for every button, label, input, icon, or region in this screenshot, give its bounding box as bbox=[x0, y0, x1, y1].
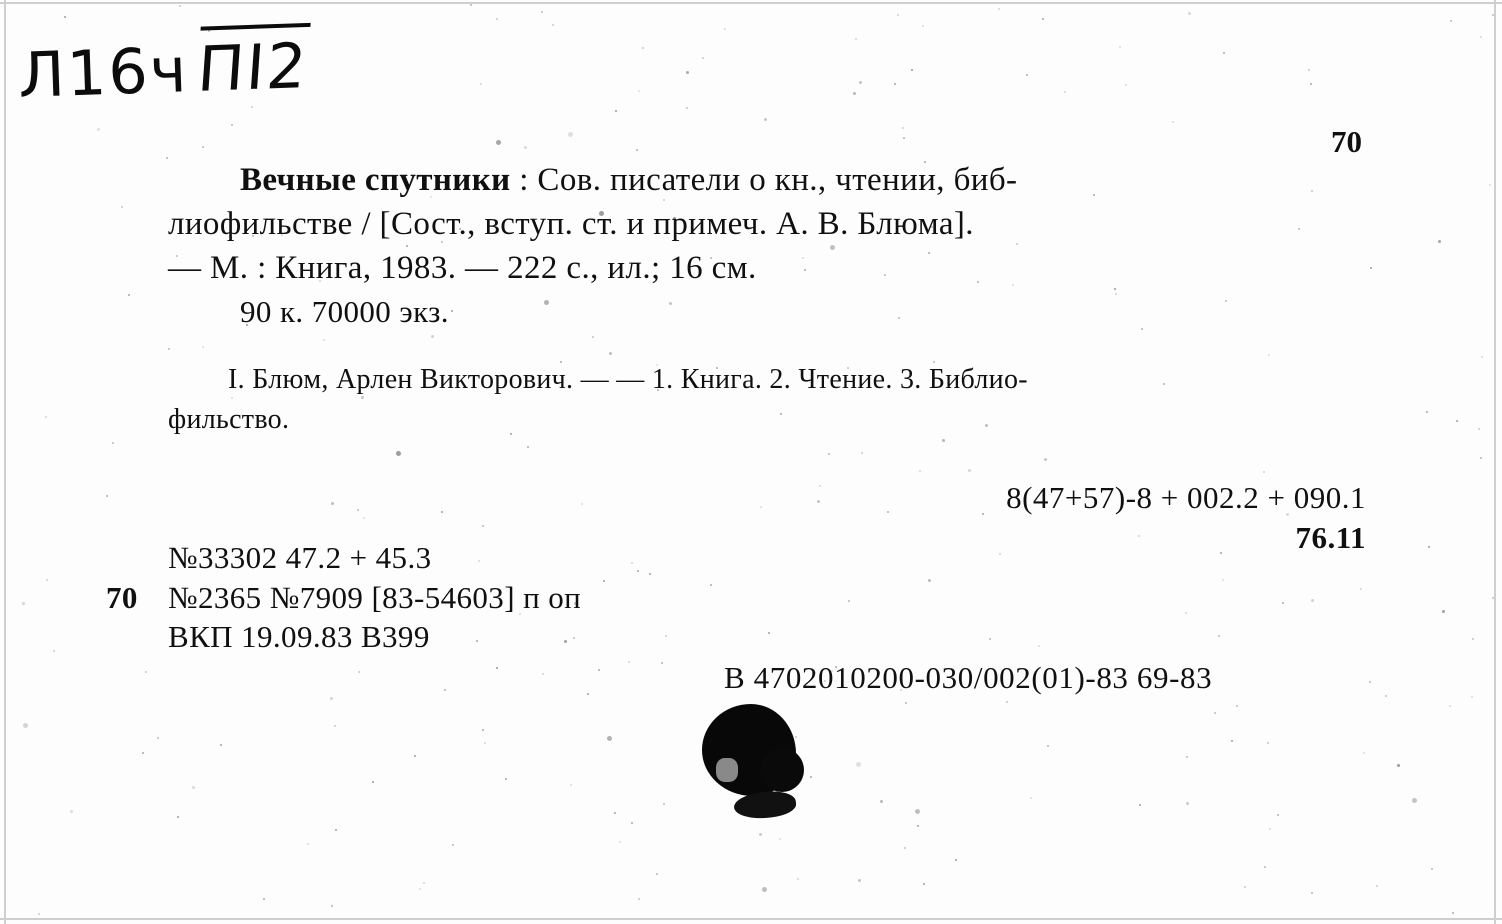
page-number: 70 bbox=[1331, 124, 1362, 159]
card-edge-top bbox=[0, 2, 1502, 4]
handwritten-call-number-suffix: ПI2 bbox=[195, 23, 311, 106]
tracings-block bbox=[168, 360, 1378, 440]
ink-blot-lobe bbox=[760, 748, 804, 792]
acquisition-row-3: ВКП 19.09.83 В399 bbox=[168, 619, 430, 655]
tracings-line-2: фильство. bbox=[168, 403, 290, 435]
handwritten-call-number-text: Л16ч bbox=[16, 33, 190, 113]
main-entry-line-2: лиофильстве / [Сост., вступ. ст. и примеч. А. В. Блюма]. bbox=[168, 206, 974, 243]
acquisition-block bbox=[106, 538, 582, 657]
main-entry-line-1-rest: : Сов. писатели о кн., чтении, биб- bbox=[510, 162, 1018, 198]
bbk-number: 76.11 bbox=[1295, 520, 1366, 556]
udk-number: 8(47+57)-8 + 002.2 + 090.1 bbox=[1006, 480, 1366, 515]
acquisition-row-2 bbox=[106, 578, 582, 618]
acquisition-row-2-text: №2365 №7909 [83-54603] п оп bbox=[168, 579, 582, 615]
classification-block bbox=[1006, 478, 1366, 559]
main-entry-line-3: — М. : Книга, 1983. — 222 с., ил.; 16 см. bbox=[168, 250, 757, 287]
imprint-code: В 4702010200-030/002(01)-83 69-83 bbox=[724, 660, 1213, 695]
ink-blot bbox=[694, 700, 814, 818]
main-entry-block bbox=[168, 158, 1368, 332]
tracings-line-1: I. Блюм, Арлен Викторович. — — 1. Книга. 2. Чтение. 3. Библио- bbox=[228, 364, 1028, 395]
card-edge-bottom bbox=[0, 918, 1502, 920]
acquisition-row-1: №33302 47.2 + 45.3 bbox=[168, 540, 432, 575]
card-edge-left bbox=[4, 0, 6, 924]
acquisition-row-2-number: 70 bbox=[106, 579, 138, 615]
ink-blot-highlight bbox=[716, 758, 738, 782]
card-edge-right bbox=[1494, 0, 1496, 924]
main-entry-line-1 bbox=[168, 158, 1368, 202]
handwritten-call-number bbox=[17, 23, 310, 112]
book-title: Вечные спутники bbox=[240, 162, 511, 198]
main-entry-line-4: 90 к. 70000 экз. bbox=[240, 293, 449, 329]
